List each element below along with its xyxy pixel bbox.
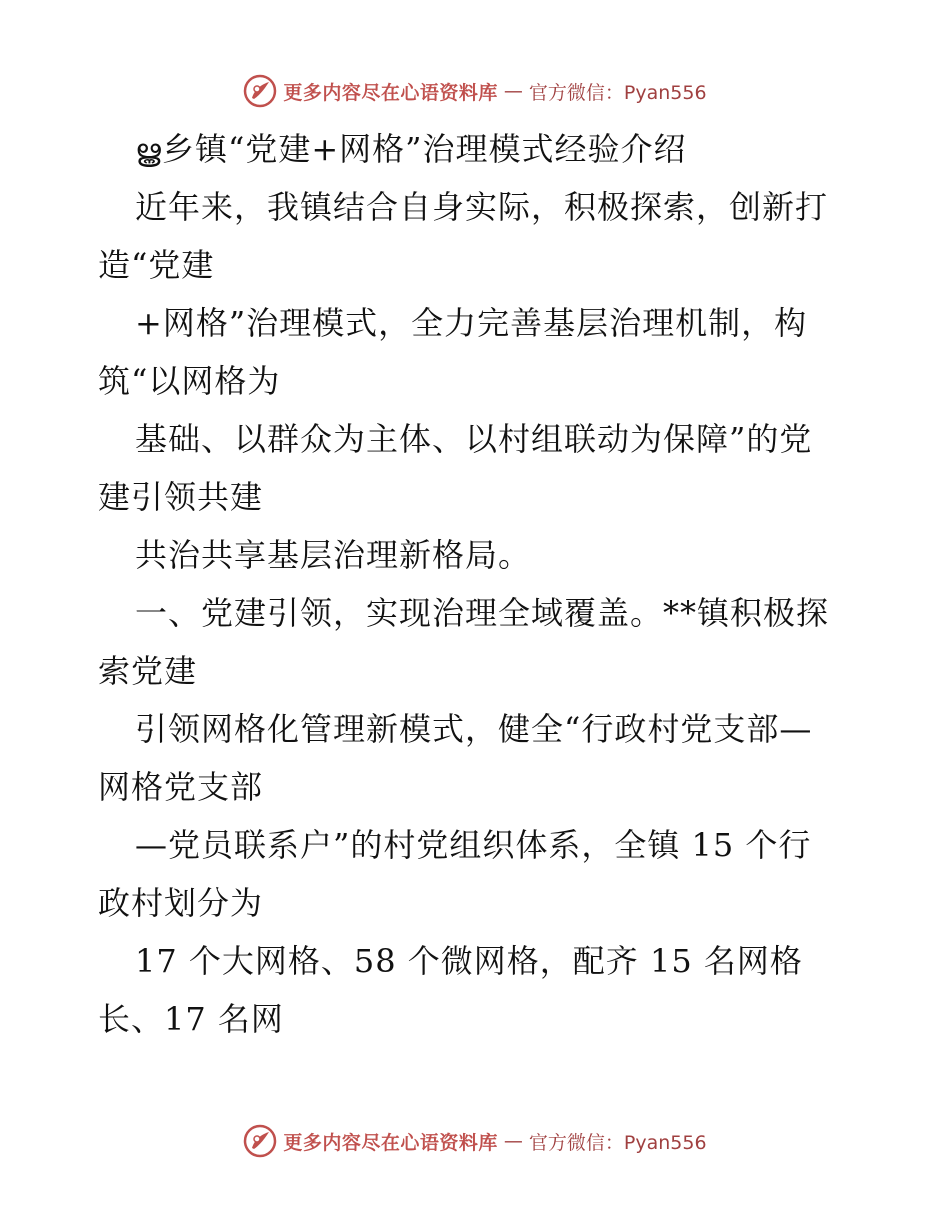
paragraph-line: 基础、以群众为主体、以村组联动为保障”的党 bbox=[135, 420, 813, 458]
paragraph-line: 17 个大网格、58 个微网格，配齐 15 名网格 bbox=[135, 942, 803, 980]
paragraph-line: 长、17 名网 bbox=[98, 1000, 284, 1038]
watermark-main-text: 更多内容尽在心语资料库 bbox=[283, 81, 498, 104]
document-title bbox=[98, 120, 858, 178]
document-title-text: 乡镇“党建+网格”治理模式经验介绍 bbox=[161, 130, 687, 168]
paragraph-line: 建引领共建 bbox=[98, 478, 264, 516]
paragraph-line: 索党建 bbox=[98, 652, 198, 690]
brand-logo-icon bbox=[243, 74, 277, 108]
paragraph-line: 共治共享基层治理新格局。 bbox=[135, 536, 532, 574]
watermark-wechat-text: 官方微信：Pyan556 bbox=[528, 81, 707, 104]
watermark-wechat-text: 官方微信：Pyan556 bbox=[528, 1131, 707, 1154]
document-body bbox=[98, 120, 858, 1048]
paragraph-line: —党员联系户”的村党组织体系，全镇 15 个行 bbox=[135, 826, 812, 864]
paragraph-line: 政村划分为 bbox=[98, 884, 264, 922]
paragraph-line: 筑“以网格为 bbox=[98, 362, 281, 400]
paragraph-line: 造“党建 bbox=[98, 246, 215, 284]
ornament-icon: ൠ bbox=[135, 133, 162, 168]
watermark-separator: — bbox=[503, 1130, 523, 1152]
watermark-main-text: 更多内容尽在心语资料库 bbox=[283, 1131, 498, 1154]
paragraph-line: 网格党支部 bbox=[98, 768, 264, 806]
paragraph-line: 一、党建引领，实现治理全域覆盖。**镇积极探 bbox=[135, 594, 830, 632]
paragraph-line: 引领网格化管理新模式，健全“行政村党支部— bbox=[135, 710, 813, 748]
paragraph-line: +网格”治理模式，全力完善基层治理机制，构 bbox=[135, 304, 808, 342]
footer-watermark bbox=[0, 1121, 950, 1161]
header-watermark bbox=[0, 71, 950, 111]
paragraph-line: 近年来，我镇结合自身实际，积极探索，创新打 bbox=[135, 188, 829, 226]
brand-logo-icon bbox=[243, 1124, 277, 1158]
watermark-separator: — bbox=[503, 80, 523, 102]
